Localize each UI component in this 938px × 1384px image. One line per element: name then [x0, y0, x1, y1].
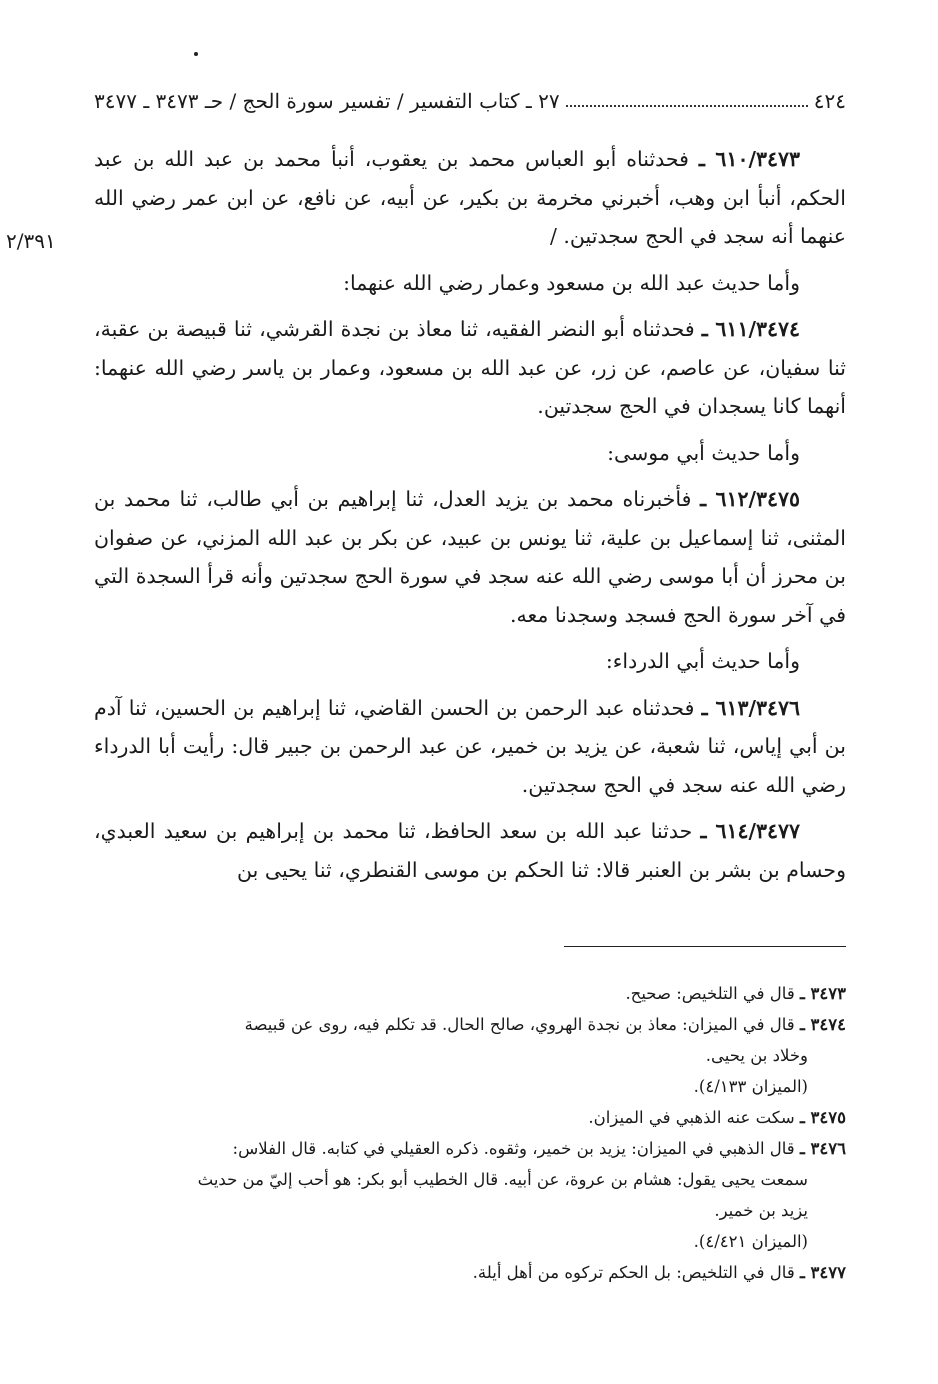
hadith-entry [94, 689, 846, 805]
footnote-continuation: يزيد بن خمير. [714, 1201, 808, 1220]
hadith-number: ٦١٤/٣٤٧٧ ـ [700, 819, 800, 843]
footnote-text: قال الذهبي في الميزان: يزيد بن خمير، وثقوه. ذكره العقيلي في كتابه. قال الفلاس: [232, 1139, 800, 1158]
footnote-continuation: سمعت يحيى يقول: هشام بن عروة، عن أبيه. قال الخطيب أبو بكر: هو أحب إليّ من حديث [197, 1170, 808, 1189]
section-subheading: وأما حديث أبي الدرداء: [605, 649, 800, 673]
footnote-number: ٣٤٧٦ ـ [799, 1139, 846, 1158]
footnote-continuation: وخلاد بن يحيى. [705, 1046, 808, 1065]
hadith-number: ٦١٣/٣٤٧٦ ـ [701, 695, 800, 720]
hadith-number: ٦١٢/٣٤٧٥ ـ [700, 487, 800, 511]
footnote-text: قال في التلخيص: بل الحكم تركوه من أهل أيلة. [472, 1263, 800, 1282]
footnote-number: ٣٤٧٧ ـ [799, 1263, 846, 1282]
hadith-entry [94, 480, 846, 634]
page-number: ٤٢٤ [813, 89, 846, 113]
hadith-text: حدثنا عبد الله بن سعد الحافظ، ثنا محمد بن إبراهيم بن سعيد العبدي، وحسام بن بشر بن العنبر قالا: ثنا الحكم بن موسى القنطري، ثنا يحيى بن [94, 819, 846, 882]
footnote-number: ٣٤٧٣ ـ [799, 984, 846, 1003]
section-subheading: وأما حديث أبي موسى: [607, 440, 800, 465]
footnote-reference: (الميزان ٤/٤٢١). [693, 1232, 808, 1251]
hadith-text: فحدثناه أبو النضر الفقيه، ثنا معاذ بن نجدة القرشي، ثنا قبيصة بن عقبة، ثنا سفيان، عن عاصم، عن زر، عن عبد الله بن مسعود، وعمار بن ياسر رضي الله عنهما: أنهما كانا يسجدان في الحج سجدتين. [94, 317, 846, 418]
header-dot-leader [566, 105, 808, 107]
footnote-text: قال في التلخيص: صحيح. [625, 984, 800, 1003]
running-title: ٢٧ ـ كتاب التفسير / تفسير سورة الحج / حـ ٣٤٧٣ ـ ٣٤٧٧ [94, 89, 560, 113]
footnote-text: سكت عنه الذهبي في الميزان. [588, 1108, 800, 1127]
hadith-text: فأخبرناه محمد بن يزيد العدل، ثنا إبراهيم بن أبي طالب، ثنا محمد بن المثنى، ثنا إسماعيل بن علية، ثنا يونس بن عبيد، عن بكر بن عبد الله المزني، عن صفوان بن محرز أن أبا موسى رضي الله عنه سجد في سورة الحج سجدتين وأنه قرأ السجدة التي في آخر سورة الحج فسجد وسجدنا معه. [94, 487, 846, 627]
footnote-text: قال في الميزان: معاذ بن نجدة الهروي، صالح الحال. قد تكلم فيه، روى عن قبيصة [244, 1015, 800, 1034]
footnote [94, 980, 846, 1008]
hadith-entry [94, 140, 846, 256]
hadith-entry [94, 812, 846, 889]
ink-speck [194, 52, 198, 56]
footnote [94, 1011, 846, 1039]
footnote-separator [564, 946, 846, 947]
footnote-reference: (الميزان ٤/١٣٣). [693, 1077, 808, 1096]
main-text [94, 140, 846, 897]
hadith-number: ٦١١/٣٤٧٤ ـ [701, 317, 800, 341]
volume-page-marker: ٢/٣٩١ [6, 229, 56, 253]
hadith-entry [94, 310, 846, 426]
footnote-number: ٣٤٧٤ ـ [799, 1015, 846, 1034]
footnote-number: ٣٤٧٥ ـ [799, 1108, 846, 1127]
hadith-number: ٦١٠/٣٤٧٣ ـ [698, 147, 800, 171]
footnote [94, 1135, 846, 1163]
footnote [94, 1259, 846, 1287]
page-header [94, 86, 846, 116]
section-subheading: وأما حديث عبد الله بن مسعود وعمار رضي الله عنهما: [343, 270, 800, 295]
hadith-text: فحدثناه أبو العباس محمد بن يعقوب، أنبأ محمد بن عبد الله بن عبد الحكم، أنبأ ابن وهب، أخبرني مخرمة بن بكير، عن أبيه، عن نافع، عن ابن عمر رضي الله عنهما أنه سجد في الحج سجدتين. / [94, 147, 846, 248]
footnote [94, 1104, 846, 1132]
footnotes [94, 980, 846, 1290]
hadith-text: فحدثناه عبد الرحمن بن الحسن القاضي، ثنا إبراهيم بن الحسين، ثنا آدم بن أبي إياس، ثنا شعبة، عن يزيد بن خمير، عن عبد الرحمن بن جبير قال: رأيت أبا الدرداء رضي الله عنه سجد في الحج سجدتين. [94, 695, 846, 797]
